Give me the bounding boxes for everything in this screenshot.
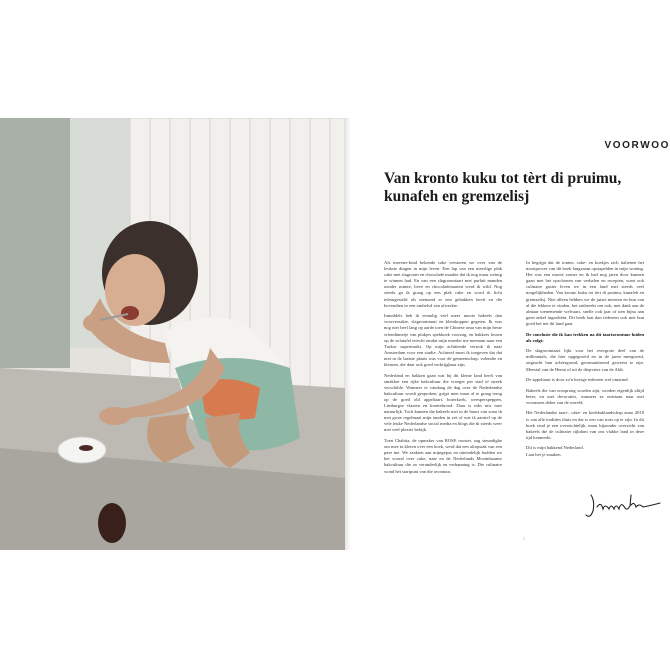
paragraph: In begrijpt dat de tonten, cake- en koekjes zich italienen het mooiproces van dit boek langzaam opstapelden in mijn woning. Het was een mooie zomer en ik had nog jaren door kunnen gaan met het opschonen van verhalen en recepten, want ook culinaire gaster leven we in een land met steeds veel mogelijkheden. Van kronto kuku tot tèrt di pruimu, kunafeh en gremzelisj. Niet alleen hebben we de juiste mensen en bun van al die lekkere te vinden, het ontbreekt om ook, met dank aan de almaar toenemende welvaart, snelle ook jaar of tien bijna aan geen enkel ingrediënt. Dit boek laat dan iedereen ook met bun goed het net dit land gaat. <box>526 260 644 326</box>
paragraph: Toen Chabita, de opmaker van ROSE rooster, zag steundighe om mee in kleren over een boek, werd dat een aftopstak van een pase me. We zaakten aan mijngepas en uiteindelijk hadden we het vooral over cake, naar en de Nederlands Mosimbaanse bakcultuur die zo veranderlijk en verbanning is. Die culinaire wond het startpunt van die avontuur. <box>384 438 502 474</box>
paragraph: Nederland en bakken gaan wat bij dit kleine land heeft van smakker een rijke bakcultuur die vroeger per stad of streek verschilde. Wanneer er vandaag de dag over de Nederlandse bakcultuur wordt gesproken, grijpt men maar al te graag terug op de goed old appeltaart, boterkoek, weesperspeppen, Limburgse vlaaien en krentebrood. Daar is niks mis mee natuurlijk. Toch kunnen die bakeels niet in de buurt van waar ik met grote regelmaat mijn tanden in zet of wat ik aantref op de vele leuke Nederlandse social media en blogs die ik steeds weer met veel plezier bekijk. <box>384 372 502 433</box>
title-line-2: kunafeh en gremzelisj <box>384 188 530 205</box>
paragraph: De appeltaart is door zo'n bovige iedereen wel omarmd. <box>526 377 629 383</box>
paragraph: Dit is mijn bakkend Nederland. <box>526 445 584 451</box>
paragraph: Bakeels die van oorsprong worden zijn, worden eigenlijk altijd beter, en met decoraties, wanneer ze ontstaan naar niet woonseen delen van de wereld. <box>526 387 644 405</box>
signature <box>583 491 663 521</box>
paragraph: De slagroomtaart lijkt voor het overgrote deel van de millennials, die hier opgegroeid en in de jaren meegroeid, ongeacht hun achtergrond, geromantiseerd geweest te zijn. Meestal van de Hema of uit de diepvries van de Aldi. <box>526 348 644 372</box>
paragraph: Inmiddels heb ik eentalig veel meer mooie bakeels dan voorverzakte, slagroomtaart en kleinkoppen gegeten. Ik was nog niet heel lang op aarde toen de Chinese oma van mijn beste vriendinnetje van plakjes spekkoek voorzag, en bakkers lessen op de sofatafel terecht omdat mijn moeder me meenam naar een Turkse supermarkt. Op mijn achttiende vertrok ik naar Amsterdam voor een studie. Achteraf moet ik toegeven dat dat niet in de laatste plaats was voor de gemeenschap, volendie en kleuren, die daar ook goed verkrijgbaar zijn. <box>384 313 502 367</box>
conclusion-heading: De conclusie die ik kan trekken na dit taartavontuur luiden als volgt: <box>526 331 644 343</box>
section-label: VOORWOO <box>604 140 670 151</box>
right-text-column <box>526 260 644 462</box>
page-number: 1 <box>523 536 525 541</box>
text-page <box>351 118 670 550</box>
cover-photo <box>0 118 345 550</box>
article-title <box>384 170 654 206</box>
paragraph: Als meester-kind bekende cake verstoren we over van de leukste dingen in mijn leven. Een lap van een meerlige plak cake met slagroom en chocolade maakte dat ik nog maar weinig te winnen had. En van een slagroomtaart met parfait manden zonder ruimte, lieve en chocoladetaarten werd ik wild. Nog steeds ga ik graag op een plak cake en word ik licht teleurgesteld als niemand er een gebakken heeft en die bovendien in een omhelsd van afwerkte. <box>384 260 502 308</box>
paragraph: Het Nederlandse taart-, cake- en koekbaklandschap anno 2018 is van alle tradities thuis en dat is een van trots op te zijn. In dit boek vind je een overzichtelijk, maar bijzonder overzicht van bakeels die de culinaire rijkdom van ons vlakke land in deze tijd kenmerkt. <box>526 410 644 440</box>
left-text-column <box>384 260 502 479</box>
paragraph: Laat het je smaken. <box>526 451 562 457</box>
book-spread <box>0 118 670 550</box>
title-line-1: Van kronto kuku tot tèrt di pruimu, <box>384 170 622 187</box>
